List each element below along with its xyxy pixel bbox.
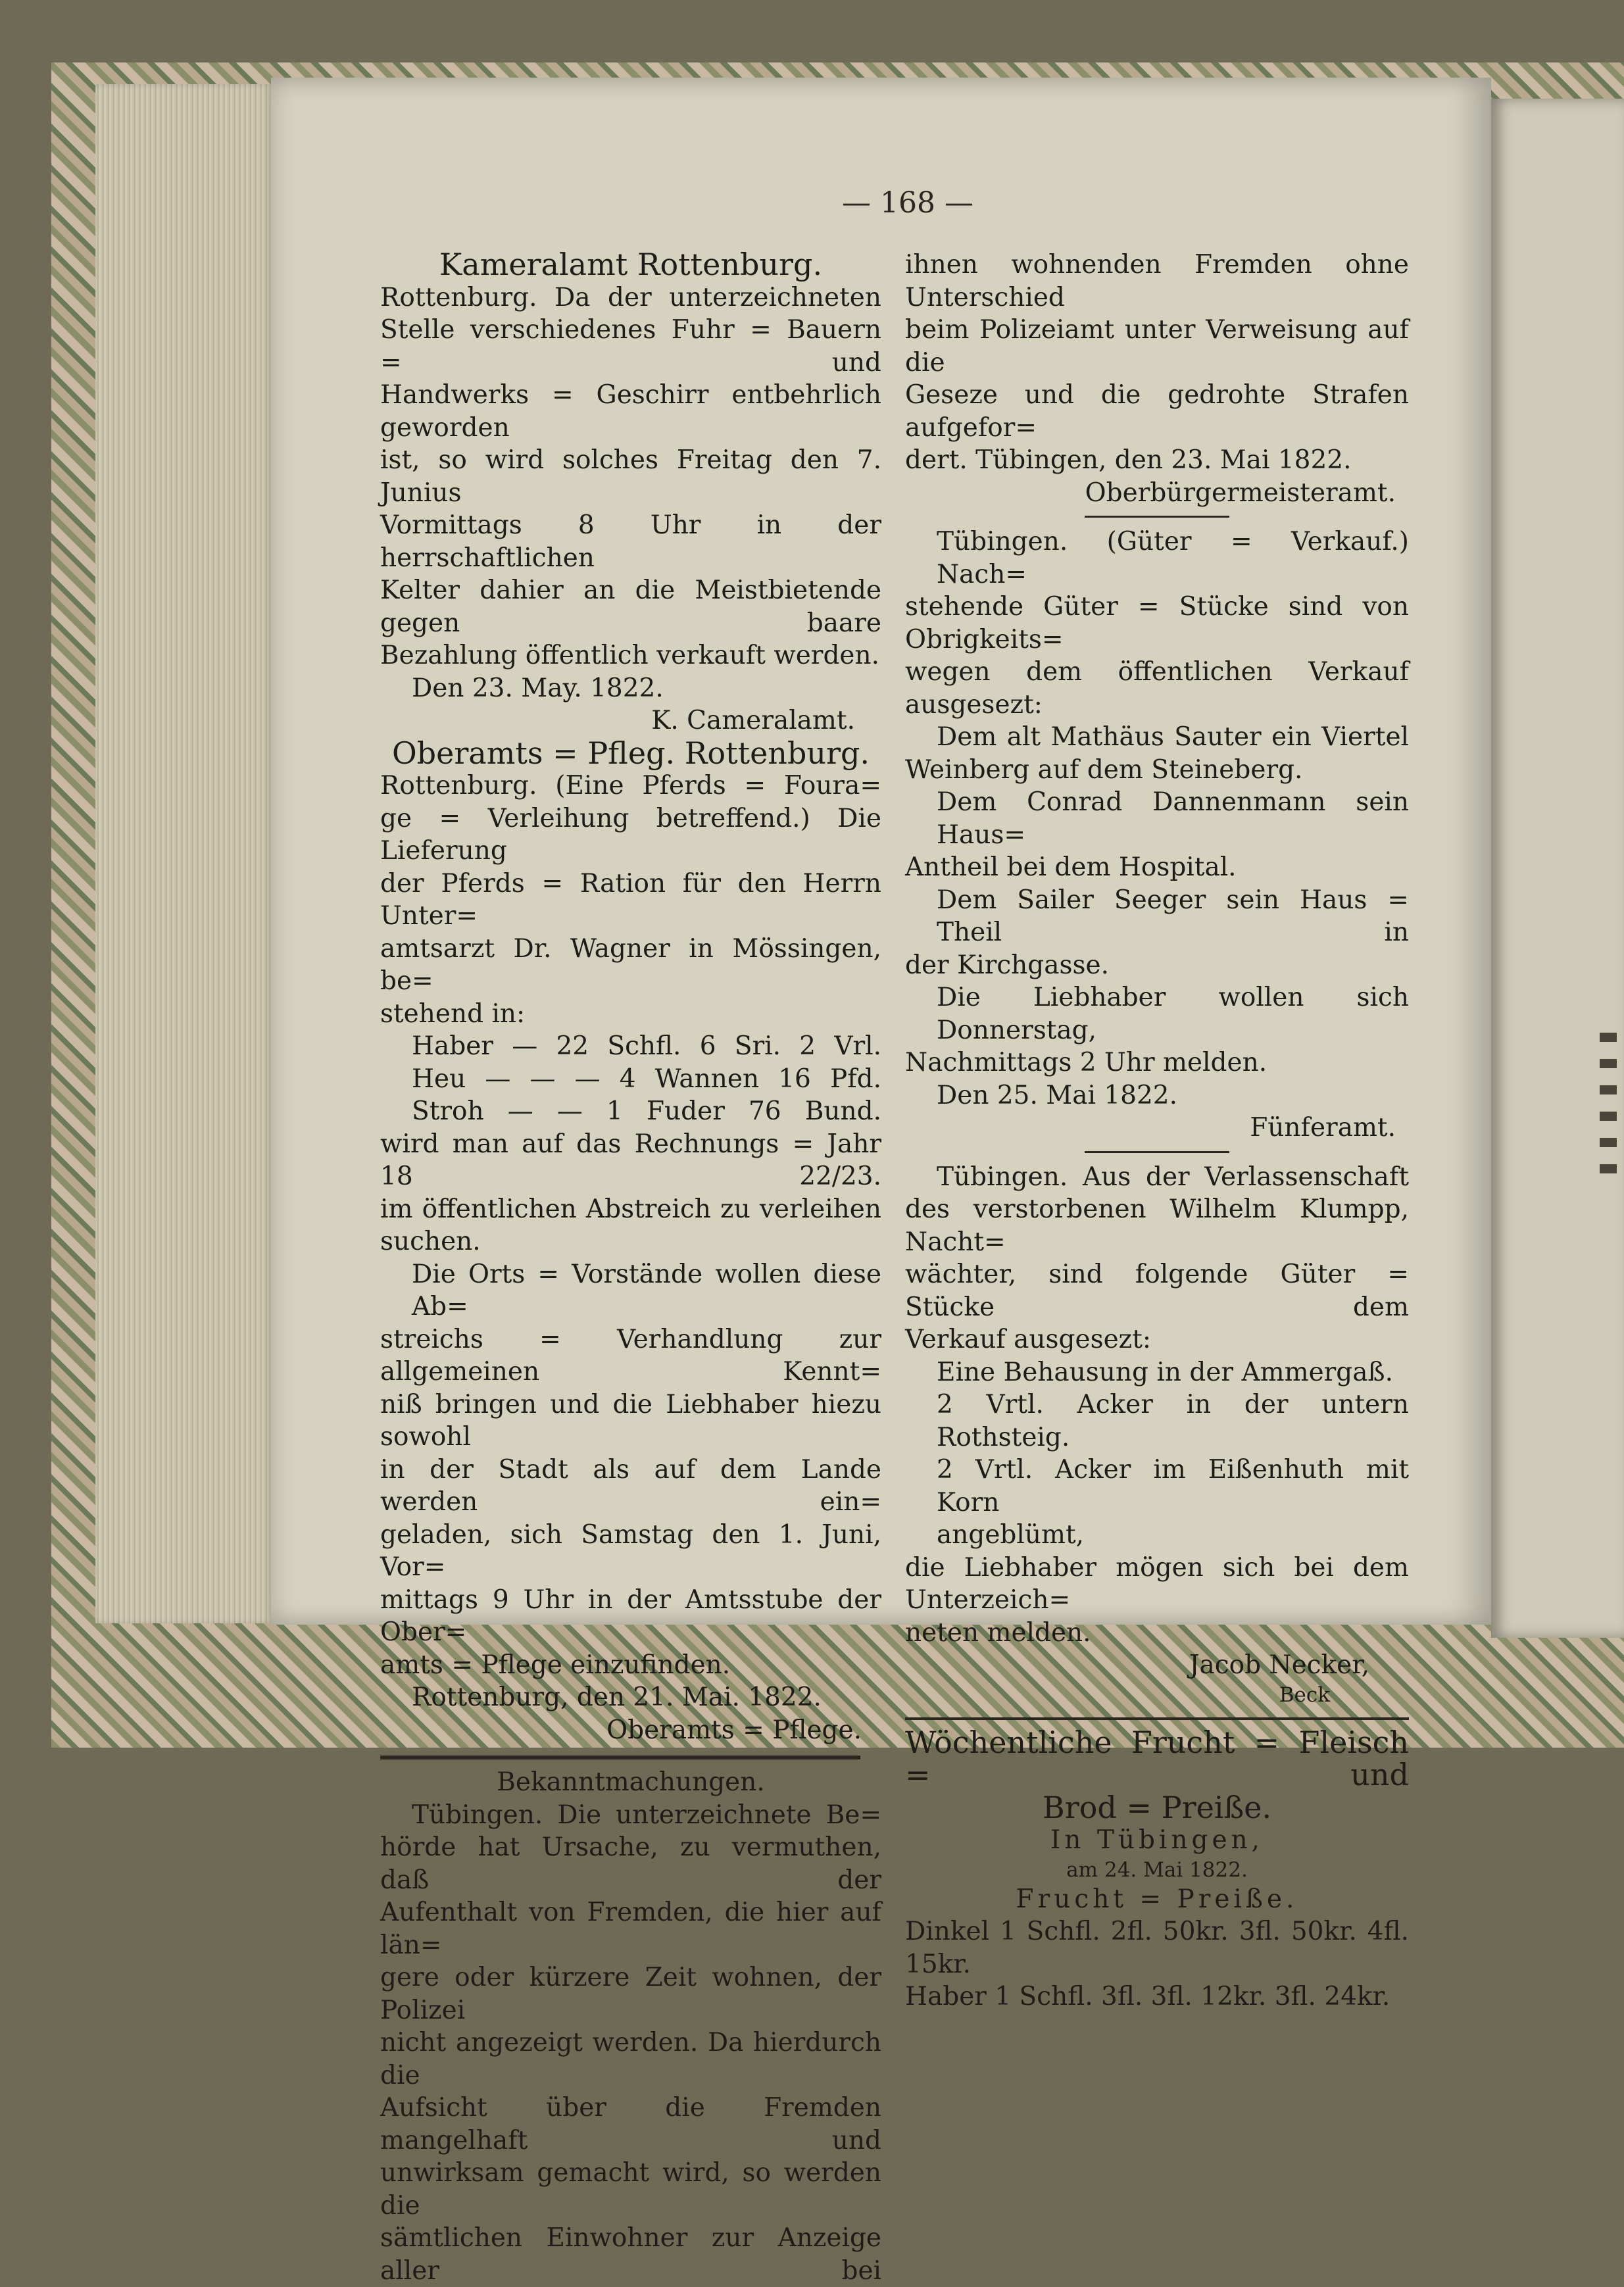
text-line: ist, so wird solches Freitag den 7. Junius [380, 445, 881, 508]
text-line: im öffentlichen Abstreich zu verleihen suchen. [380, 1194, 881, 1256]
text-line: Handwerks = Geschirr entbehrlich geworden [380, 380, 881, 443]
text-line: ge = Verleihung betreffend.) Die Lieferung [380, 803, 881, 866]
text-line: Aufenthalt von Fremden, die hier auf län= [380, 1898, 881, 1960]
text-line: geladen, sich Samstag den 1. Juni, Vor= [380, 1519, 881, 1582]
price-row: Dinkel 1 Schfl. 2fl. 50kr. 3fl. 50kr. 4fl. 15kr. [905, 1917, 1409, 1979]
list-item: Die Liebhaber wollen sich Donnerstag, [937, 983, 1409, 1045]
list-item: Haber — 22 Schfl. 6 Sri. 2 Vrl. [412, 1031, 881, 1061]
section-divider [1085, 1151, 1229, 1153]
list-item: Antheil bei dem Hospital. [905, 852, 1237, 882]
text-line: Verkauf ausgesezt: [905, 1325, 1152, 1354]
text-line: Die Orts = Vorstände wollen diese Ab= [412, 1259, 881, 1321]
text-line: stehende Güter = Stücke sind von Obrigkeits= [905, 592, 1409, 654]
text-line: Stelle verschiedenes Fuhr = Bauern = und [380, 315, 881, 378]
left-column [380, 249, 881, 2287]
prices-place: In Tübingen, [1050, 1825, 1264, 1855]
signature: K. Cameralamt. [651, 706, 855, 735]
text-line: nicht angezeigt werden. Da hierdurch die [380, 2028, 881, 2090]
dateline: Rottenburg, den 21. Mai. 1822. [412, 1683, 822, 1712]
text-line: mittags 9 Uhr in der Amtsstube der Ober= [380, 1585, 881, 1647]
list-item: Nachmittags 2 Uhr melden. [905, 1048, 1267, 1077]
text-line: wegen dem öffentlichen Verkauf ausgesezt: [905, 657, 1409, 720]
signature: Oberbürgermeisteramt. [1085, 478, 1396, 508]
prices-subtitle: Frucht = Preiße. [1016, 1884, 1298, 1914]
text-line: sämtlichen Einwohner zur Anzeige aller bei [380, 2223, 881, 2286]
list-item: Heu — — — 4 Wannen 16 Pfd. [412, 1064, 881, 1094]
text-line: der Pferds = Ration für den Herrn Unter= [380, 868, 881, 931]
text-line: gere oder kürzere Zeit wohnen, der Polizei [380, 1963, 881, 2025]
text-line: Vormittags 8 Uhr in der herrschaftlichen [380, 510, 881, 573]
text-line: die Liebhaber mögen sich bei dem Unterzeich= [905, 1552, 1409, 1615]
text-line: amtsarzt Dr. Wagner in Mössingen, be= [380, 933, 881, 996]
dateline: Den 25. Mai 1822. [937, 1080, 1177, 1110]
text-line: beim Polizeiamt unter Verweisung auf die [905, 315, 1409, 378]
list-item: 2 Vrtl. Acker im Eißenhuth mit Korn [937, 1455, 1409, 1517]
list-item: Weinberg auf dem Steineberg. [905, 754, 1303, 785]
text-line: Geseze und die gedrohte Strafen aufgefor= [905, 380, 1409, 443]
text-line: Aufsicht über die Fremden mangelhaft und [380, 2093, 881, 2155]
section-divider [905, 1717, 1409, 1720]
list-item: Eine Behausung in der Ammergaß. [937, 1357, 1393, 1387]
section-divider [380, 1756, 860, 1759]
text-line: des verstorbenen Wilhelm Klumpp, Nacht= [905, 1194, 1409, 1257]
text-line: Rottenburg. Da der unterzeichneten [380, 282, 881, 312]
list-item: der Kirchgasse. [905, 950, 1110, 980]
section-title-oberamts-pfleg: Oberamts = Pfleg. Rottenburg. [391, 735, 870, 771]
text-line: wird man auf das Rechnungs = Jahr 18 22/23. [380, 1129, 881, 1191]
signature: Jacob Necker, [1189, 1650, 1369, 1680]
price-row: Haber 1 Schfl. 3fl. 3fl. 12kr. 3fl. 24kr. [905, 1982, 1390, 2011]
text-line: Tübingen. (Güter = Verkauf.) Nach= [937, 527, 1409, 589]
text-line: hörde hat Ursache, zu vermuthen, daß der [380, 1832, 881, 1895]
section-title-kameralamt: Kameralamt Rottenburg. [439, 247, 823, 282]
list-item: Dem Conrad Dannenmann sein Haus= [937, 787, 1409, 850]
dateline: Den 23. May. 1822. [412, 673, 664, 703]
text-line: Tübingen. Die unterzeichnete Be= [412, 1800, 881, 1830]
text-line: wächter, sind folgende Güter = Stücke dem [905, 1260, 1409, 1322]
text-line: Tübingen. Aus der Verlassenschaft [937, 1162, 1409, 1192]
prices-title-cont: Brod = Preiße. [1042, 1789, 1272, 1825]
prices-title: Wöchentliche Frucht = Fleisch = und [905, 1724, 1409, 1792]
list-item: angeblümt, [937, 1520, 1085, 1550]
text-line: stehend in: [380, 998, 526, 1029]
right-column [905, 249, 1409, 2013]
text-line: unwirksam gemacht wird, so werden die [380, 2158, 881, 2221]
text-line: ihnen wohnenden Fremden ohne Unterschied [905, 250, 1409, 312]
text-line: amts = Pflege einzufinden. [380, 1650, 731, 1680]
next-page-text-marks [1600, 1033, 1619, 1191]
section-divider [1085, 516, 1229, 518]
page-number: — 168 — [842, 186, 973, 220]
signature: Fünferamt. [1250, 1113, 1396, 1143]
signature-occupation: Beck [1279, 1683, 1330, 1707]
text-line: neten melden. [905, 1617, 1091, 1648]
text-line: Bezahlung öffentlich verkauft werden. [380, 641, 880, 670]
text-line: streichs = Verhandlung zur allgemeinen Kennt= [380, 1324, 881, 1387]
text-line: dert. Tübingen, den 23. Mai 1822. [905, 445, 1352, 475]
text-line: Rottenburg. (Eine Pferds = Foura= [380, 771, 881, 800]
prices-date: am 24. Mai 1822. [1066, 1857, 1248, 1882]
text-line: niß bringen und die Liebhaber hiezu sowohl [380, 1389, 881, 1452]
list-item: Dem alt Mathäus Sauter ein Viertel [937, 722, 1409, 752]
page-block-edge [95, 84, 272, 1623]
list-item: Stroh — — 1 Fuder 76 Bund. [412, 1096, 881, 1126]
text-line: in der Stadt als auf dem Lande werden ein= [380, 1454, 881, 1517]
next-page-edge [1491, 99, 1624, 1638]
section-title-bekanntmachungen: Bekanntmachungen. [497, 1767, 765, 1797]
list-item: 2 Vrtl. Acker in der untern Rothsteig. [937, 1390, 1409, 1452]
text-line: Kelter dahier an die Meistbietende gegen baare [380, 576, 881, 638]
signature: Oberamts = Pflege. [606, 1715, 862, 1745]
list-item: Dem Sailer Seeger sein Haus = Theil in [937, 885, 1409, 947]
